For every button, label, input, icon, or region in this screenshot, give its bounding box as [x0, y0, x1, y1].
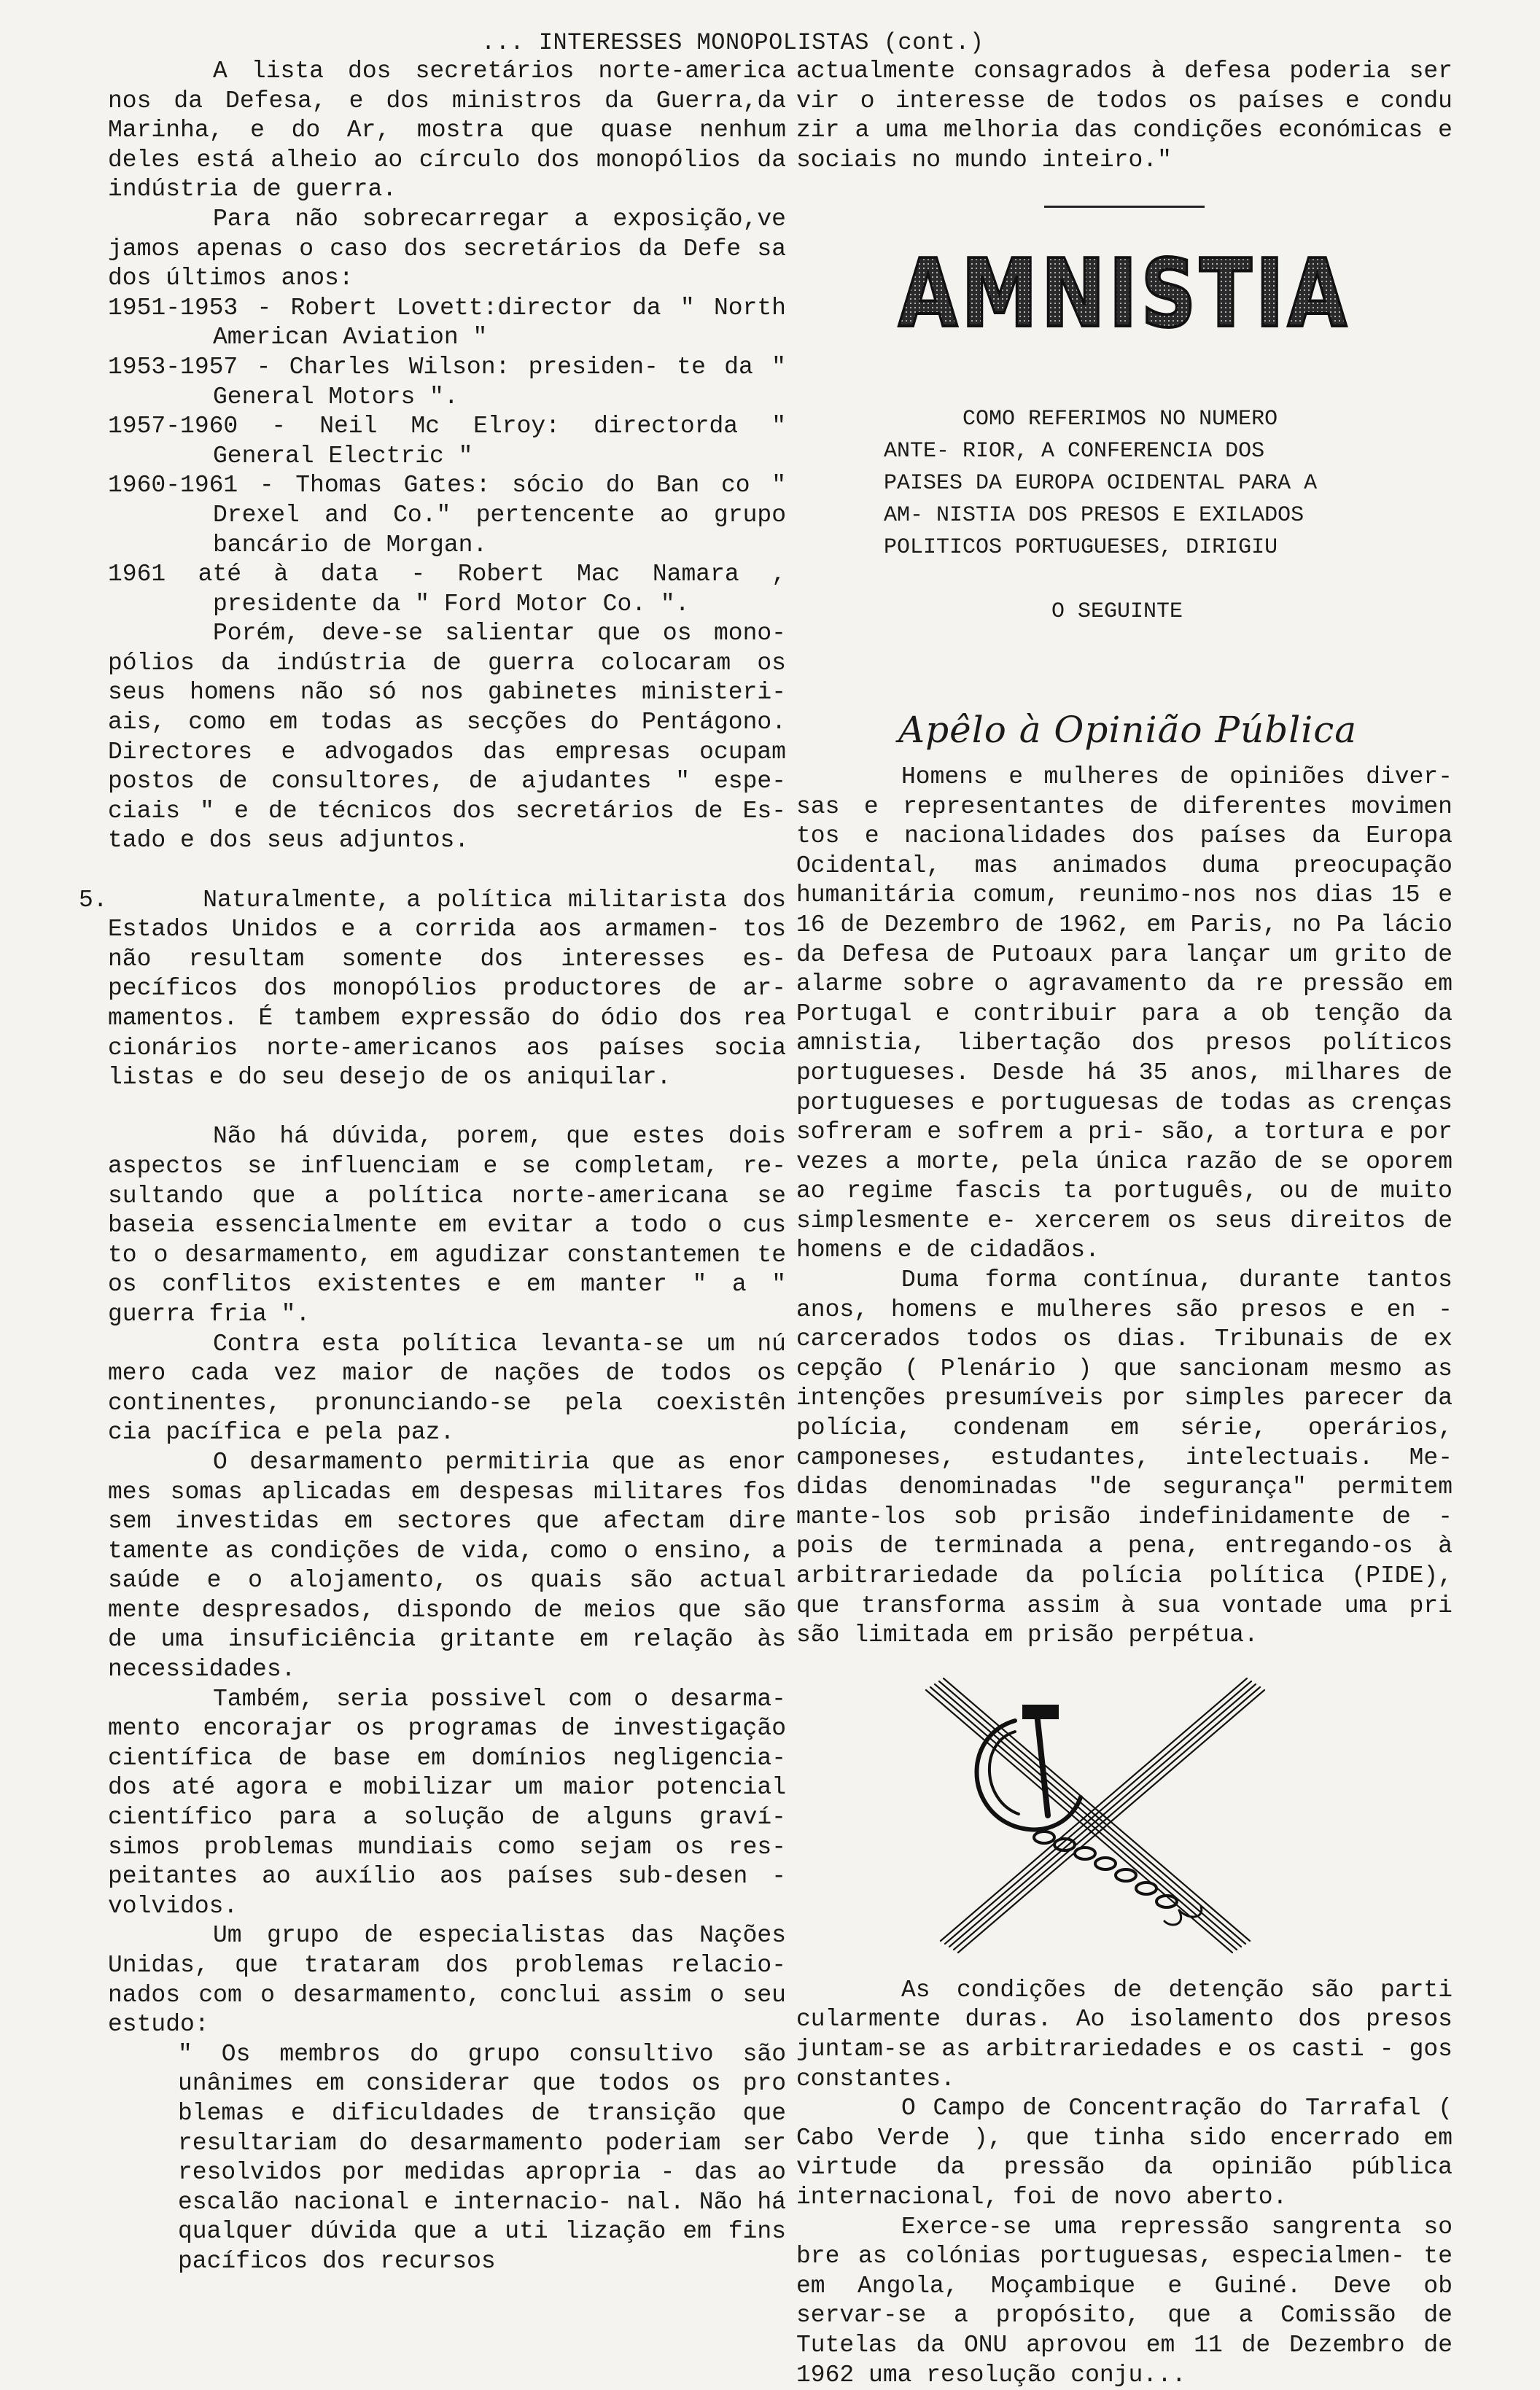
left-column: [79, 57, 801, 2277]
quotation: " Os membros do grupo consultivo são unânimes em considerar que todos os pro blemas e dificuldades de transição que resultariam do desarmamento poderiam ser resolvidos por medidas apropria - das ao escalão nacional e internacio- nal. Não há qualquer dúvida que a uti lização em fins pacíficos dos recursos: [178, 2040, 801, 2275]
secretary-entry: 1957-1960 - Neil Mc Elroy: directorda " General Electric ": [108, 413, 801, 470]
section-number: 5.: [79, 886, 108, 914]
crossed-out-hammer-sickle-chain-icon: [891, 1670, 1299, 1961]
running-head: ... INTERESSES MONOPOLISTAS (cont.): [481, 29, 984, 56]
intro-caps-text: COMO REFERIMOS NO NUMERO ANTE- RIOR, A CONFERENCIA DOS PAISES DA EUROPA OCIDENTAL PARA A AM- NISTIA DOS PRESOS E EXILADOS POLITICOS PORTUGUESES, DIRIGIU: [884, 407, 1331, 561]
paragraph: Um grupo de especialistas das Nações Unidas, que trataram dos problemas relacio- nados com o desarmamento, conclui assim o seu estudo:: [108, 1922, 801, 2039]
intro-caps-last: O SEGUINTE: [1051, 599, 1183, 625]
paragraph: As condições de detenção são parti cularmente duras. Ao isolamento dos presos juntam-se as arbitrariedades e os casti - gos constantes.: [796, 1976, 1467, 2093]
intro-caps: [884, 371, 1350, 692]
amnistia-heading-text: AMNISTIA: [898, 240, 1350, 349]
secretary-entry: 1951-1953 - Robert Lovett:director da " North American Aviation ": [108, 294, 801, 351]
secretary-entry: 1960-1961 - Thomas Gates: sócio do Ban co " Drexel and Co." pertencente ao grupo bancário de Morgan.: [108, 472, 801, 558]
numbered-paragraph: [79, 856, 801, 1122]
right-column: [796, 57, 1467, 2390]
paragraph: A lista dos secretários norte-america nos da Defesa, e dos ministros da Guerra,da Marinha, e do Ar, mostra que quase nenhum deles está alheio ao círculo dos monopólios da indústria de guerra.: [108, 58, 801, 203]
paragraph: O Campo de Concentração do Tarrafal ( Cabo Verde ), que tinha sido encerrado em virtude da pressão da opinião pública internacional, foi de novo aberto.: [796, 2095, 1467, 2211]
paragraph: Contra esta política levanta-se um nú mero cada vez maior de nações de todos os continentes, pronunciando-se pela coexistên cia pacífica e pela paz.: [108, 1330, 801, 1447]
paragraph: Exerce-se uma repressão sangrenta so bre as colónias portuguesas, especialmen- te em Angola, Moçambique e Guiné. Deve ob servar-se a propósito, que a Comissão de Tutelas da ONU aprovou em 11 de Dezembro de 1962 uma resolução conju...: [796, 2213, 1467, 2389]
paragraph: Porém, deve-se salientar que os mono- pólios da indústria de guerra colocaram os seus homens não só nos gabinetes ministeri- ais, como em todas as secções do Pentágono. Directores e advogados das empresas ocupam postos de consultores, de ajudantes " espe- ciais " e de técnicos dos secretários de Es- tado e dos seus adjuntos.: [108, 620, 801, 855]
paragraph: O desarmamento permitiria que as enor mes somas aplicadas em despesas militares fos sem investidas em sectores que afectam dire tamente as condições de vida, como o ensino, a saúde e o alojamento, os quais são actual mente despresados, dispondo de meios que são de uma insuficiência gritante em relação às necessidades.: [108, 1448, 801, 1683]
paragraph: Também, seria possivel com o desarma- mento encorajar os programas de investigação científica de base em domínios negligencia- dos até agora e mobilizar um maior potencial científico para a solução de alguns graví- simos problemas mundiais como sejam os res- peitantes ao auxílio aos países sub-desen - volvidos.: [108, 1685, 801, 1920]
secretary-entry: 1953-1957 - Charles Wilson: presiden- te da " General Motors ".: [108, 353, 801, 410]
appeal-title: Apêlo à Opinião Pública: [898, 709, 1358, 752]
paragraph: Para não sobrecarregar a exposição,ve jamos apenas o caso dos secretários da Defe sa dos últimos anos:: [108, 205, 801, 292]
amnistia-heading: [891, 240, 1358, 349]
paragraph-text: Naturalmente, a política militarista dos Estados Unidos e a corrida aos armamen- tos não resultam somente dos interesses es- pecíficos dos monopólios productores de ar- mamentos. É tambem expressão do ódio dos rea cionários norte-americanos aos países socia listas e do seu desejo de os aniquilar.: [108, 886, 801, 1091]
paragraph: Homens e mulheres de opiniões diver- sas e representantes de diferentes movimen tos e nacionalidades dos países da Europa Ocidental, mas animados duma preocupação humanitária comum, reunimo-nos nos dias 15 e 16 de Dezembro de 1962, em Paris, no Pa lácio da Defesa de Putoaux para lançar um grito de alarme sobre o agravamento da re pressão em Portugal e contribuir para a ob tenção da amnistia, libertação dos presos políticos portugueses. Desde há 35 anos, milhares de portugueses e portuguesas de todas as crenças sofreram e sofrem a pri- são, a tortura e por vezes a morte, pela única razão de se oporem ao regime fascis ta português, ou de muito simplesmente e- xercerem os seus direitos de homens e de cidadãos.: [796, 763, 1467, 1264]
secretary-entry: 1961 até à data - Robert Mac Namara , presidente da " Ford Motor Co. ".: [108, 561, 801, 618]
quotation-continuation: actualmente consagrados à defesa poderia ser vir o interesse de todos os países e condu zir a uma melhoria das condições económicas e sociais no mundo inteiro.": [796, 58, 1467, 174]
paragraph: Não há dúvida, porem, que estes dois aspectos se influenciam e se completam, re- sultando que a política norte-americana se baseia essencialmente em evitar a todo o cus to o desarmamento, em agudizar constantemen te os conflitos existentes e em manter " a " guerra fria ".: [108, 1123, 801, 1328]
paragraph: Duma forma contínua, durante tantos anos, homens e mulheres são presos e en - carcerados todos os dias. Tribunais de ex cepção ( Plenário ) que sancionam mesmo as intenções presumíveis por simples parecer da polícia, condenam em série, operários, camponeses, estudantes, intelectuais. Me- didas denominadas "de segurança" permitem mante-los sob prisão indefinidamente de - pois de terminada a pena, entregando-os à arbitrariedade da polícia política (PIDE), que transforma assim à sua vontade uma pri são limitada em prisão perpétua.: [796, 1266, 1467, 1649]
section-divider: [1044, 206, 1205, 208]
